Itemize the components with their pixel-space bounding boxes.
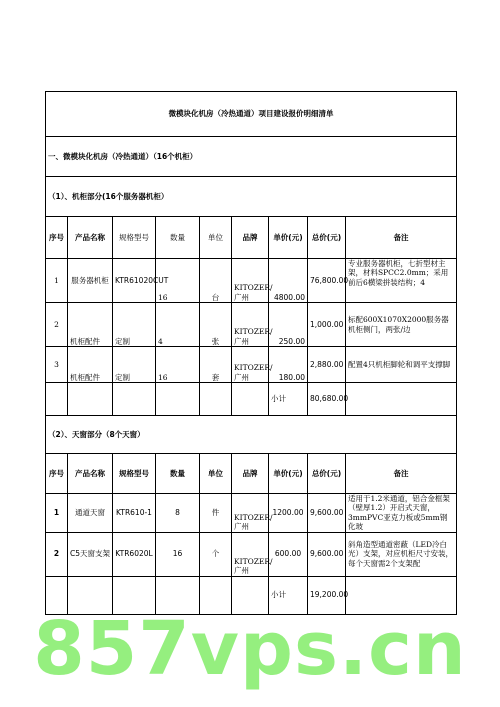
row-total: 9,600.00 [308, 494, 346, 533]
row-model: 定制 [113, 347, 156, 383]
row-price: 4800.00 [269, 259, 308, 303]
row-total: 1,000.00 [308, 303, 346, 347]
row-name: C5天窗支架 [68, 532, 113, 576]
header-qty: 数量 [156, 217, 200, 259]
row-name: 机柜配件 [68, 347, 113, 383]
header-note: 备注 [346, 217, 457, 259]
row-total: 2,880.00 [308, 347, 346, 383]
header-unit: 单位 [200, 217, 232, 259]
sheet-title: 微模块化机房（冷热通道）项目建设报价明细清单 [46, 92, 457, 137]
subtotal-value: 19,200.00 [308, 576, 346, 614]
header-price: 单价(元) [269, 217, 308, 259]
header-total: 总价(元) [308, 454, 346, 494]
row-price: 600.00 [269, 532, 308, 576]
row-price: 1200.00 [269, 494, 308, 533]
row-no: 1 [46, 259, 68, 303]
row-qty: 8 [156, 494, 200, 533]
row-note: 专业服务器机柜，七折型材主架，材料SPCC2.0mm；采用前后6横梁拼装结构；4 [346, 259, 457, 303]
part-2-heading: （2）、天窗部分（8个天窗） [46, 416, 457, 454]
row-brand: KITOZER/广州 [232, 303, 269, 347]
table-row [46, 532, 457, 576]
row-model: KTR610-1 [113, 494, 156, 533]
header-note: 备注 [346, 454, 457, 494]
row-unit: 张 [200, 303, 232, 347]
row-brand: KITOZER/广州 [232, 259, 269, 303]
section-1-heading: 一、微模块化机房（冷热通道）（16个机柜） [46, 137, 457, 177]
table-row [46, 259, 457, 303]
row-note: 标配600X1070X2000服务器机柜侧门，两张/边 [346, 303, 457, 347]
subtotal-row [46, 383, 457, 416]
header-no: 序号 [46, 217, 68, 259]
row-model: KTR6020L [113, 532, 156, 576]
table-row [46, 494, 457, 533]
row-no: 2 [46, 532, 68, 576]
subtotal-label: 小计 [269, 576, 308, 614]
part-1-header-row [46, 217, 457, 259]
header-model: 规格型号 [113, 217, 156, 259]
row-qty: 16 [156, 347, 200, 383]
row-no: 1 [46, 494, 68, 533]
row-note: 斜角造型通道密蔽（LED冷白光）支架，对应机柜尺寸安装，每个天窗需2个支架配 [346, 532, 457, 576]
row-brand: KITOZER/广州 [232, 347, 269, 383]
row-price: 180.00 [269, 347, 308, 383]
row-note: 适用于1.2米通道，铝合金框架（壁厚1.2）开启式天窗，3mmPVC亚克力板或5mm钢化玻 [346, 494, 457, 533]
row-model: KTR61020CUT [113, 259, 156, 303]
row-qty: 16 [156, 259, 200, 303]
watermark: 857vps.cn [33, 606, 467, 692]
row-qty: 4 [156, 303, 200, 347]
row-price: 250.00 [269, 303, 308, 347]
header-unit: 单位 [200, 454, 232, 494]
header-name: 产品名称 [68, 217, 113, 259]
header-price: 单价(元) [269, 454, 308, 494]
header-brand: 品牌 [232, 454, 269, 494]
row-no: 3 [46, 347, 68, 383]
header-model: 规格型号 [113, 454, 156, 494]
quote-table [45, 91, 457, 615]
header-name: 产品名称 [68, 454, 113, 494]
row-brand: KITOZER/广州 [232, 532, 269, 576]
row-name: 机柜配件 [68, 303, 113, 347]
header-qty: 数量 [156, 454, 200, 494]
row-unit: 套 [200, 347, 232, 383]
row-unit: 个 [200, 532, 232, 576]
row-unit: 台 [200, 259, 232, 303]
row-total: 76,800.00 [308, 259, 346, 303]
part-2-header-row [46, 454, 457, 494]
row-no: 2 [46, 303, 68, 347]
row-model: 定制 [113, 303, 156, 347]
row-note: 配置4只机柜脚轮和调平支撑脚 [346, 347, 457, 383]
header-brand: 品牌 [232, 217, 269, 259]
row-name: 服务器机柜 [68, 259, 113, 303]
row-brand: KITOZER/广州 [232, 494, 269, 533]
table-row [46, 303, 457, 347]
subtotal-value: 80,680.00 [308, 383, 346, 416]
row-name: 通道天窗 [68, 494, 113, 533]
row-unit: 件 [200, 494, 232, 533]
row-total: 9,600.00 [308, 532, 346, 576]
part-1-heading: （1）、机柜部分(16个服务器机柜） [46, 177, 457, 217]
table-row [46, 347, 457, 383]
subtotal-label: 小计 [269, 383, 308, 416]
row-qty: 16 [156, 532, 200, 576]
header-no: 序号 [46, 454, 68, 494]
header-total: 总价(元) [308, 217, 346, 259]
